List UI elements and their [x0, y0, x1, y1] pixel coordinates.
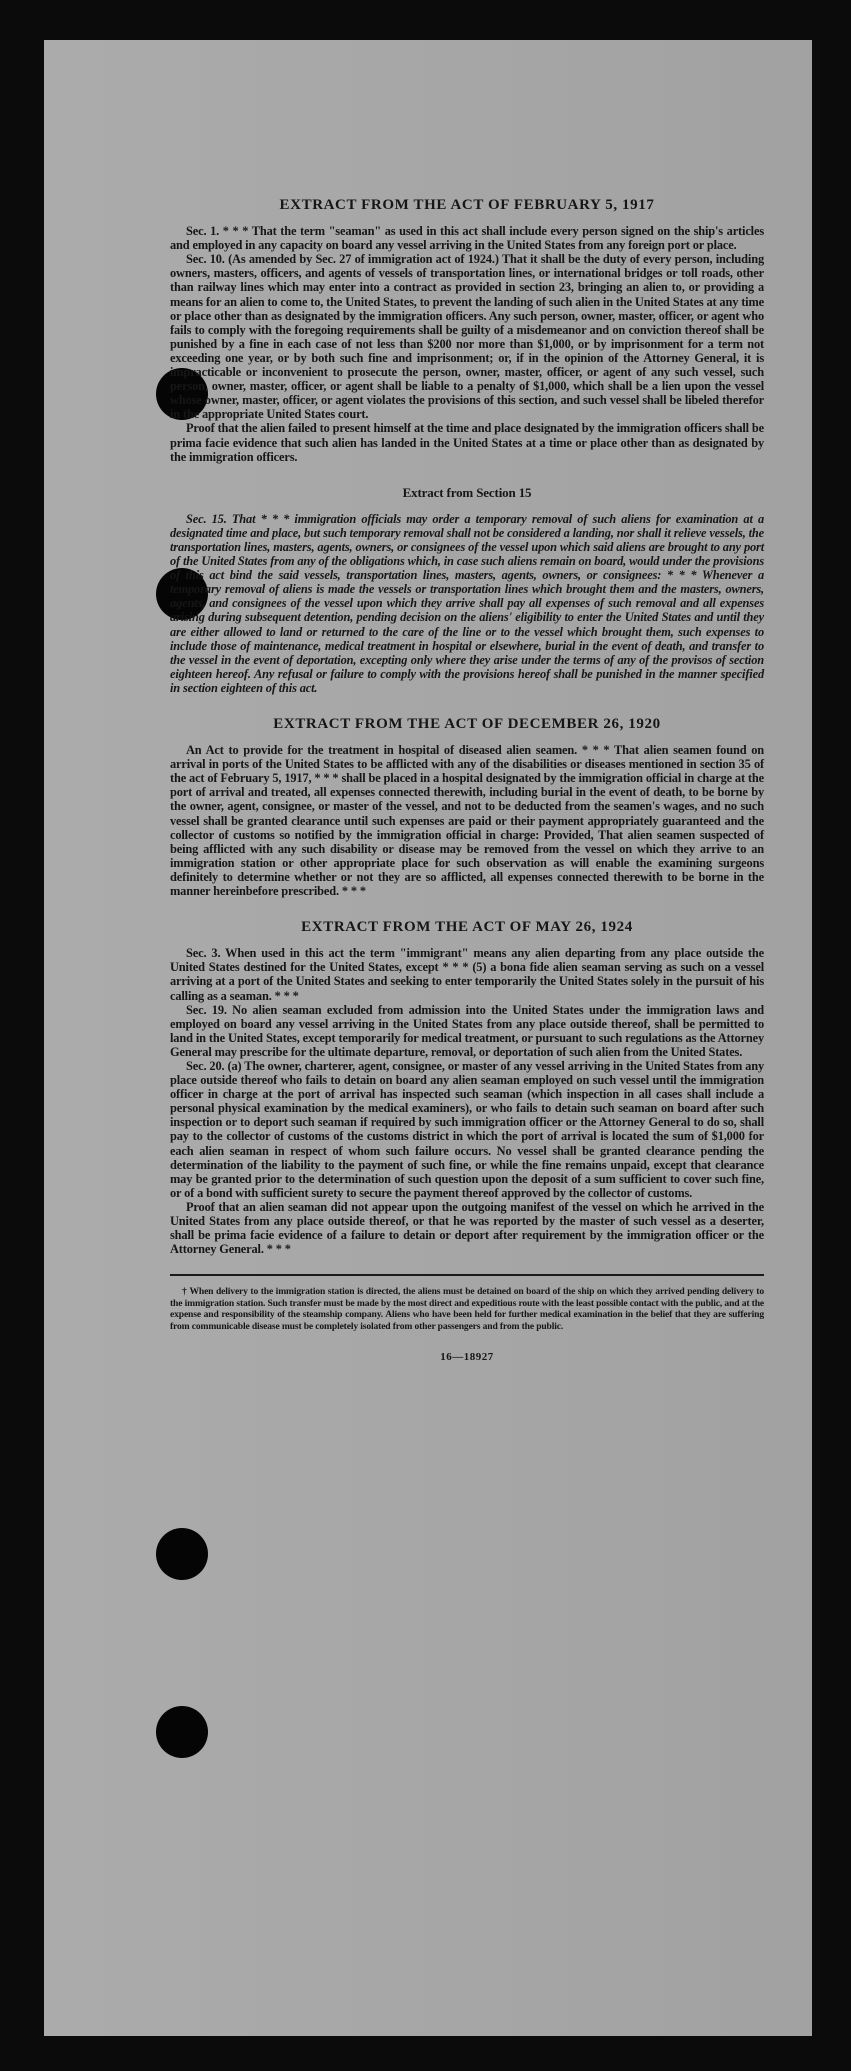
section-3: Sec. 3. When used in this act the term "immigrant" means any alien departing from any place outside the United States destined for the United States, except * * * (5) a bona fide alien seaman serving as such on a vessel arriving at a port of the United States and seeking to enter temporarily the United States solely in the pursuit of his calling as a seaman. * * *: [170, 946, 764, 1003]
heading-act-1924: EXTRACT FROM THE ACT OF MAY 26, 1924: [301, 919, 633, 936]
section-10: Sec. 10. (As amended by Sec. 27 of immigration act of 1924.) That it shall be the duty of every person, including owners, masters, officers, and agents of vessels of transportation lines, or international bridges or toll roads, other than railway lines which may enter into a contract as provided in section 23, bringing an alien to, or providing a means for an alien to come to, the United States, to prevent the landing of such alien in the United States at any time or place other than as designated by the immigration officers. Any such person, owner, master, officer, or agent who fails to comply with the foregoing requirements shall be guilty of a misdemeanor and on conviction thereof shall be punished by a fine in each case of not less than $200 nor more than $1,000, or by imprisonment for a term not exceeding one year, or by both such fine and imprisonment; or, if in the opinion of the Attorney General, it is impracticable or inconvenient to prosecute the person, owner, master, officer, or agent of any such vessel, such person, owner, master, officer, or agent shall be liable to a penalty of $1,000, which shall be a lien upon the vessel whose owner, master, officer, or agent violates the provisions of this section, and such vessel shall be libeled therefor in the appropriate United States court.: [170, 252, 764, 422]
section-15: Sec. 15. That * * * immigration officials may order a temporary removal of such aliens for examination at a designated time and place, but such temporary removal shall not be considered a landing, nor shall it relieve vessels, the transportation lines, masters, agents, owners, or consignees of the vessel upon which said aliens are brought to any port of the United States from any of the obligations which, in case such aliens remain on board, would under the provisions of this act bind the said vessels, transportation lines, masters, agents, owners, or consignees: * * * Whenever a temporary removal of aliens is made the vessels or transportation lines which brought them and the masters, owners, agents, and consignees of the vessel upon which they arrive shall pay all expenses of such removal and all expenses arising during subsequent detention, pending decision on the aliens' eligibility to enter the United States and until they are either allowed to land or returned to the care of the line or to the vessel which brought them, such expenses to include those of maintenance, medical treatment in hospital or elsewhere, burial in the event of death, and transfer to the vessel in the event of deportation, excepting only where they arise under the terms of any of the provisos of section eighteen hereof. Any refusal or failure to comply with the provisions hereof shall be punished in the manner specified in section eighteen of this act.: [170, 511, 764, 695]
punch-hole-4: [156, 1706, 208, 1758]
section-20: Sec. 20. (a) The owner, charterer, agent, consignee, or master of any vessel arriving in the United States from any place outside thereof who fails to detain on board any alien seaman employed on such vessel until the immigration officer in charge at the port of arrival has inspected such seaman (which inspection in all cases shall include a personal physical examination by the medical examiners), or who fails to detain such seaman on board after such inspection or to deport such seaman if required by such immigration officer or the Attorney General to do so, shall pay to the collector of customs of the customs district in which the port of arrival is located the sum of $1,000 for each alien seaman in respect of whom such failure occurs. No vessel shall be granted clearance pending the determination of the liability to the payment of such fine, or while the fine remains unpaid, except that clearance may be granted prior to the determination of such question upon the deposit of a sum sufficient to cover such fine, or of a bond with sufficient surety to secure the payment thereof approved by the collector of customs.: [170, 1058, 764, 1200]
heading-act-1917: EXTRACT FROM THE ACT OF FEBRUARY 5, 1917: [279, 197, 655, 213]
document-body: [170, 190, 764, 1364]
footnote-divider: [170, 1274, 764, 1276]
act-1920-text: An Act to provide for the treatment in hospital of diseased alien seamen. * * * That alien seamen found on arrival in ports of the United States to be afflicted with any of the disabilities or diseases mentioned in section 35 of the act of February 5, 1917, * * * shall be placed in a hospital designated by the immigration official in charge at the port of arrival and treated, all expenses connected therewith, including burial in the event of death, to be borne by the owner, agent, consignee, or master of the vessel, and not to be deducted from the seamen's wages, and no such vessel shall be granted clearance until such expenses are paid or their payment appropriately guaranteed and the collector of customs so notified by the immigration official in charge: Provided, That alien seamen suspected of being afflicted with any such disability or disease may be removed from the vessel on which they arrive to an immigration station or other appropriate place for such observation as will enable the examining surgeons definitely to determine whether or not they are so afflicted, all expenses connected therewith to be borne in the manner hereinbefore prescribed. * * *: [170, 743, 764, 899]
section-19: Sec. 19. No alien seaman excluded from admission into the United States under the immigration laws and employed on board any vessel arriving in the United States from any place outside thereof, shall be permitted to land in the United States, except temporarily for medical treatment, or pursuant to such regulations as the Attorney General may prescribe for the ultimate departure, removal, or deportation of such alien from the United States.: [170, 1002, 764, 1059]
heading-act-1920: EXTRACT FROM THE ACT OF DECEMBER 26, 1920: [273, 716, 661, 732]
punch-hole-3: [156, 1528, 208, 1580]
section-1: Sec. 1. * * * That the term "seaman" as used in this act shall include every person signed on the ship's articles and employed in any capacity on board any vessel arriving in the United States from any foreign port or place.: [170, 224, 764, 253]
subheading-section-15: Extract from Section 15: [402, 484, 532, 500]
footnote: † When delivery to the immigration station is directed, the aliens must be detained on board of the ship on which they arrived pending delivery to the immigration station. Such transfer must be made by the most direct and expeditious route with the least possible contact with the public, and at the expense and responsibility of the steamship company. Aliens who have been held for further medical examination in the belief that they are suffering from communicable disease must be completely isolated from other passengers and from the public.: [170, 1286, 764, 1332]
proof-paragraph-2: Proof that an alien seaman did not appear upon the outgoing manifest of the vessel on which he arrived in the United States from any place outside thereof, or that he was reported by the master of such vessel as a deserter, shall be prima facie evidence of a failure to detain or deport after requirement by the immigration officer or the Attorney General. * * *: [170, 1199, 764, 1257]
document-page: [44, 40, 812, 2036]
form-number: 16—18927: [440, 1351, 494, 1364]
proof-paragraph-1: Proof that the alien failed to present himself at the time and place designated by the immigration officers shall be prima facie evidence that such alien has landed in the United States at a time or place other than as designated by the immigration officers.: [170, 421, 764, 464]
